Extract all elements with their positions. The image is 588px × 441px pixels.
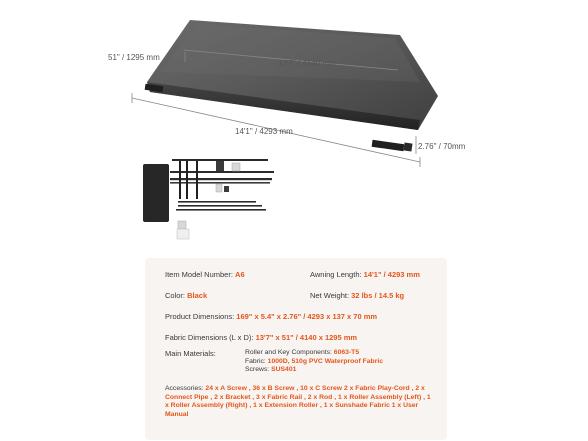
- dim-awning-length-label: 14'1" / 4293 mm: [235, 127, 293, 136]
- hardware-4: [224, 186, 229, 192]
- spec-materials-screws-val: SUS401: [271, 366, 297, 374]
- spec-materials-roller-key: Roller and Key Components:: [245, 349, 332, 356]
- dim-fabric-length-label: 13'7" / 4140 mm: [278, 59, 336, 68]
- spec-materials-roller: [245, 349, 383, 358]
- spec-materials-screws: [245, 366, 383, 375]
- spec-fabric-dims-key: Fabric Dimensions (L x D):: [165, 333, 254, 342]
- spec-color: [165, 291, 207, 300]
- spec-product-dims: [165, 312, 377, 321]
- spec-accessories: [165, 385, 433, 420]
- spec-model-val: A6: [235, 270, 245, 279]
- spec-net-weight: [310, 291, 404, 300]
- spec-materials-details: [245, 349, 383, 375]
- hardware-5: [178, 221, 186, 229]
- fabric-bundle-shadow: [143, 164, 169, 222]
- rod-1: [179, 161, 181, 199]
- spec-awning-length-key: Awning Length:: [310, 270, 362, 279]
- rail-4: [170, 182, 270, 184]
- spec-product-dims-val: 169" x 5.4" x 2.76" / 4293 x 137 x 70 mm: [236, 312, 378, 321]
- spec-net-weight-key: Net Weight:: [310, 291, 350, 300]
- rod-2: [186, 161, 188, 199]
- hardware-3: [216, 184, 222, 192]
- spec-model-key: Item Model Number:: [165, 270, 233, 279]
- dim-height-label: 2.76" / 70mm: [418, 142, 466, 151]
- spec-accessories-val: 24 x A Screw , 36 x B Screw , 10 x C Screw 2 x Fabric Play-Cord , 2 x Connect Pipe , 2 x Bracket , 3 x Fabric Rail , 2 x Rod , 1 x Roller Assembly (Left) , 1 x Roller Assembly (Right) , 1 x Extension Roller , 1 x Sunshade Fabric 1 x User Manual: [165, 385, 431, 419]
- hardware-2: [232, 163, 240, 171]
- rail-6: [178, 205, 262, 207]
- fabric-highlight: [160, 24, 420, 82]
- spec-card: [145, 258, 447, 440]
- right-bracket: [372, 140, 405, 151]
- rail-1: [172, 159, 268, 161]
- spec-materials-roller-val: 6063-T5: [333, 349, 360, 356]
- rail-3: [170, 178, 272, 180]
- spec-net-weight-val: 32 lbs / 14.5 kg: [351, 291, 405, 300]
- spec-materials-fabric: [245, 358, 383, 367]
- hardware-1: [216, 161, 224, 171]
- hardware-6: [177, 229, 189, 239]
- spec-materials: [165, 349, 216, 358]
- rail-2: [170, 171, 274, 173]
- spec-awning-length: [310, 270, 420, 279]
- spec-color-key: Color:: [165, 291, 186, 300]
- spec-fabric-dims: [165, 333, 357, 342]
- right-end-cap: [403, 142, 412, 151]
- rod-3: [196, 161, 198, 199]
- spec-model: [165, 270, 245, 279]
- spec-materials-key: Main Materials:: [165, 349, 216, 358]
- spec-materials-screws-key: Screws:: [245, 366, 270, 374]
- spec-awning-length-val: 14'1" / 4293 mm: [363, 270, 420, 279]
- spec-accessories-key: Accessories:: [165, 385, 204, 392]
- rail-5: [178, 201, 256, 203]
- spec-color-val: Black: [187, 291, 208, 300]
- spec-materials-fabric-key: Fabric:: [245, 357, 266, 365]
- spec-materials-fabric-val: 1000D, 510g PVC Waterproof Fabric: [267, 357, 384, 365]
- spec-fabric-dims-val: 13'7" x 51" / 4140 x 1295 mm: [255, 333, 358, 342]
- spec-product-dims-key: Product Dimensions:: [165, 312, 235, 321]
- rail-7: [176, 209, 266, 211]
- dim-depth-label: 51" / 1295 mm: [108, 53, 160, 62]
